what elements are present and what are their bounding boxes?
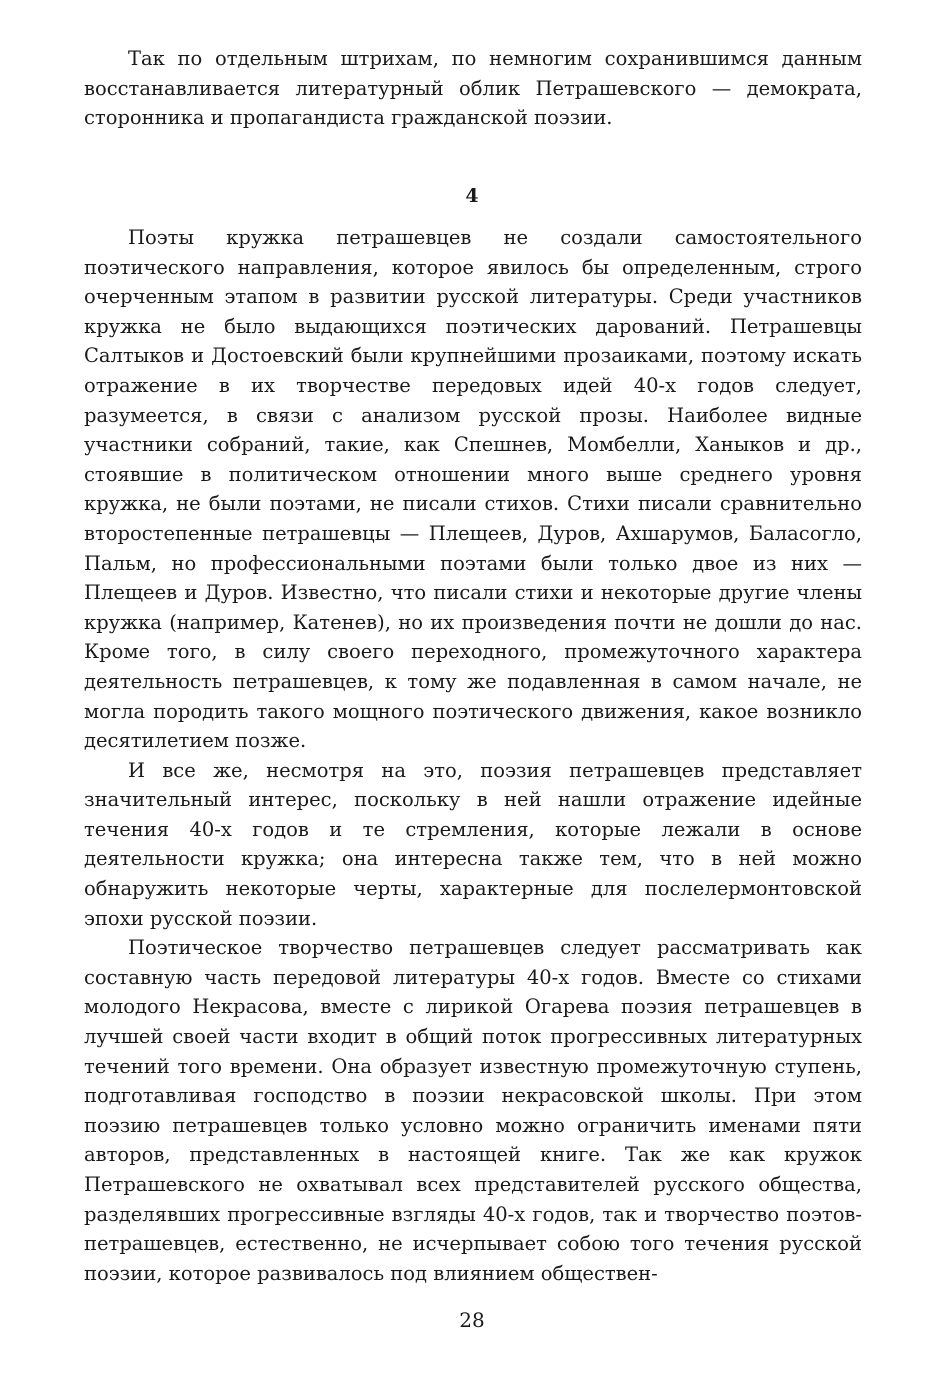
intro-block	[84, 44, 862, 133]
intro-paragraph: Так по отдельным штрихам, по немногим сохранившимся данным восстанавливается литературный облик Петрашевского — демократа, сторонника и пропагандиста гражданской поэзии.	[84, 47, 862, 130]
body-paragraph-2: И все же, несмотря на это, поэзия петрашевцев представляет значительный интерес, поскольку в ней нашли отражение идейные течения 40-х годов и те стремления, которые лежали в основе деятельности кружка; она интересна также тем, что в ней можно обнаружить некоторые черты, характерные для послелермонтовской эпохи русской поэзии.	[84, 758, 862, 930]
page-number: 28	[459, 1308, 485, 1332]
body-paragraph-1: Поэты кружка петрашевцев не создали самостоятельного поэтического направления, которое явилось бы определенным, строго очерченным этапом в развитии русской литературы. Среди участников кружка не было выдающихся поэтических дарований. Петрашевцы Салтыков и Достоевский были крупнейшими прозаиками, поэтому искать отражение в их творчестве передовых идей 40-х годов следует, разумеется, в связи с анализом русской прозы. Наиболее видные участники собраний, такие, как Спешнев, Момбелли, Ханыков и др., стоявшие в политическом отношении много выше среднего уровня кружка, не были поэтами, не писали стихов. Стихи писали сравнительно второстепенные петрашевцы — Плещеев, Дуров, Ахшарумов, Баласогло, Пальм, но профессиональными поэтами были только двое из них — Плещеев и Дуров. Известно, что писали стихи и некоторые другие члены кружка (например, Катенев), но их произведения почти не дошли до нас. Кроме того, в силу своего переходного, промежуточного характера деятельность петрашевцев, к тому же подавленная в самом начале, не могла породить такого мощного поэтического движения, какое возникло десятилетием позже.	[84, 226, 862, 753]
body-text	[84, 223, 862, 1288]
section-number: 4	[465, 185, 479, 207]
body-paragraph-3: Поэтическое творчество петрашевцев следует рассматривать как составную часть передовой литературы 40-х годов. Вместе со стихами молодого Некрасова, вместе с лирикой Огарева поэзия петрашевцев в лучшей своей части входит в общий поток прогрессивных литературных течений того времени. Она образует известную промежуточную ступень, подготавливая господство в поэзии некрасовской школы. При этом поэзию петрашевцев только условно можно ограничить именами пяти авторов, представленных в настоящей книге. Так же как кружок Петрашевского не охватывал всех представителей русского общества, разделявших прогрессивные взгляды 40-х годов, так и творчество поэтов-петрашевцев, естественно, не исчерпывает собою того течения русской поэзии, которое развивалось под влиянием обществен-	[84, 936, 862, 1285]
